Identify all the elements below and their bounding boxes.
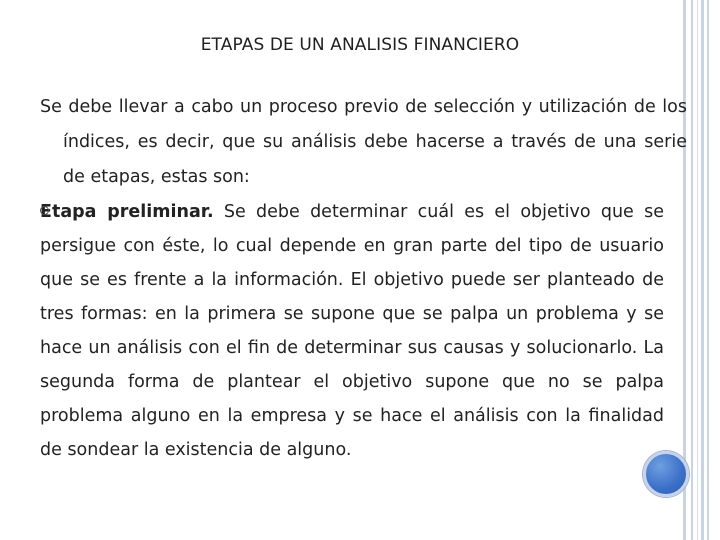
intro-paragraph: Se debe llevar a cabo un proceso previo de selección y utilización de los índices, es decir, que su análisis debe hacerse a través de una serie de etapas, estas son: bbox=[40, 97, 687, 187]
hollow-circle-bullet-icon bbox=[40, 206, 49, 215]
border-line bbox=[701, 0, 704, 540]
border-line bbox=[691, 0, 693, 540]
bullet-body: Se debe determinar cuál es el objetivo que se persigue con éste, lo cual depende en gran parte del tipo de usuario que se es frente a la información. El objetivo puede ser planteado de tres formas: en la primera se supone que se palpa un problema y se hace un análisis con el fin de determinar sus causas y solucionarlo. La segunda forma de plantear el objetivo supone que no se palpa problema alguno en la empresa y se hace el análisis con la finalidad de sondear la existencia de alguno. bbox=[40, 202, 664, 460]
border-line bbox=[707, 0, 709, 540]
blue-circle-decoration-icon bbox=[643, 451, 689, 497]
bullet-text bbox=[40, 195, 664, 467]
slide-title: ETAPAS DE UN ANALISIS FINANCIERO bbox=[200, 35, 520, 55]
border-line bbox=[697, 0, 698, 540]
right-border-decoration bbox=[683, 0, 709, 540]
bullet-lead: Etapa preliminar. bbox=[40, 202, 214, 222]
bullet-item bbox=[40, 195, 664, 467]
